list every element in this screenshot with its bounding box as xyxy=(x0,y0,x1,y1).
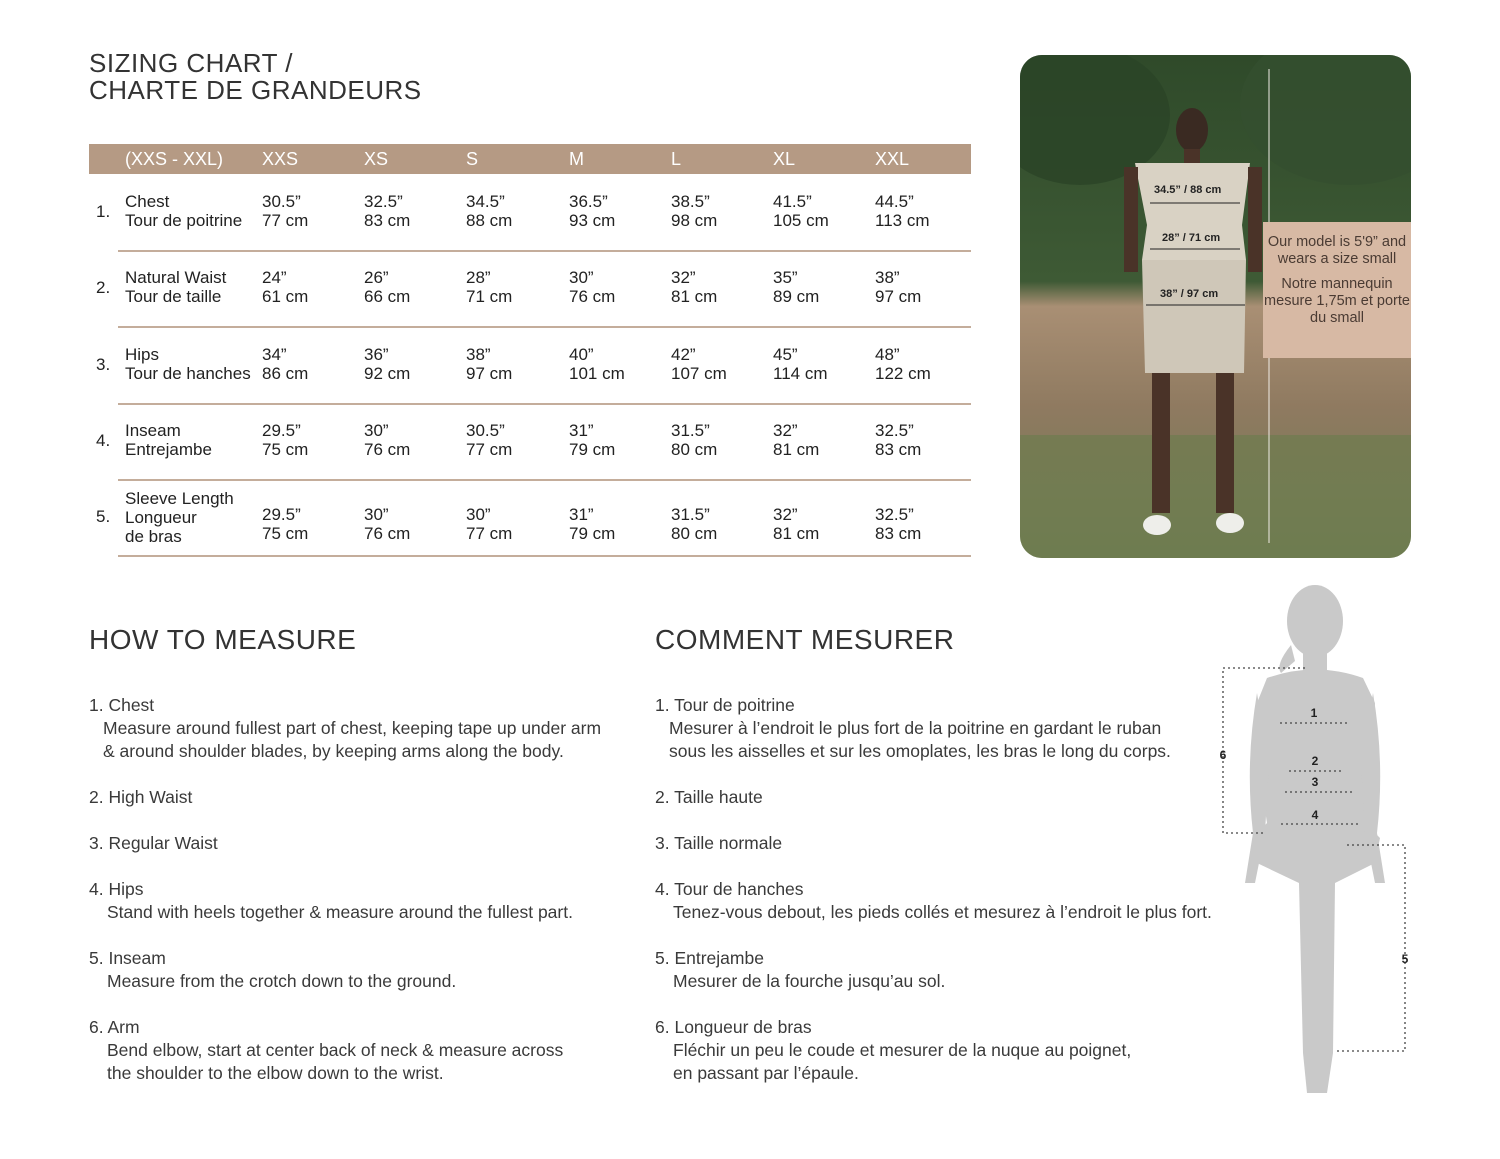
cell-inches: 29.5” xyxy=(262,505,301,524)
size-cell xyxy=(466,505,512,543)
step-heading: 2. Taille haute xyxy=(655,787,763,807)
step-heading: 6. Arm xyxy=(89,1017,140,1037)
cell-inches: 32.5” xyxy=(364,192,403,211)
figure-label-2: 2 xyxy=(1311,754,1319,768)
size-cell xyxy=(466,268,512,306)
size-cell xyxy=(875,421,921,459)
size-cell xyxy=(671,268,717,306)
header-size: XXL xyxy=(875,149,910,169)
cell-cm: 81 cm xyxy=(671,287,718,306)
row-label-label-fr: Longueur xyxy=(125,508,197,527)
size-cell xyxy=(364,505,410,543)
step-description: en passant par l’épaule. xyxy=(673,1063,859,1083)
row-number: 3. xyxy=(96,355,111,374)
size-cell xyxy=(875,345,931,383)
header-size: XS xyxy=(364,149,389,169)
cell-inches: 29.5” xyxy=(262,421,301,440)
step-description: Tenez-vous debout, les pieds collés et mesurez à l’endroit le plus fort. xyxy=(673,902,1212,922)
step-heading: 1. Chest xyxy=(89,695,155,715)
size-cell xyxy=(466,421,512,459)
cell-cm: 77 cm xyxy=(262,211,309,230)
cell-cm: 101 cm xyxy=(569,364,625,383)
measure-step xyxy=(89,832,218,855)
step-heading: 1. Tour de poitrine xyxy=(655,695,795,715)
cell-inches: 31.5” xyxy=(671,505,710,524)
size-cell xyxy=(773,505,819,543)
size-cell xyxy=(875,505,921,543)
size-cell xyxy=(875,192,930,230)
row-label xyxy=(125,489,234,546)
cell-inches: 32.5” xyxy=(875,421,914,440)
measure-step xyxy=(655,832,782,855)
cell-inches: 30” xyxy=(569,268,594,287)
size-cell xyxy=(262,268,308,306)
table-row xyxy=(89,405,971,481)
cell-cm: 81 cm xyxy=(773,524,820,543)
title-line-1: SIZING CHART / xyxy=(89,48,293,78)
size-cell xyxy=(262,345,308,383)
size-cell xyxy=(466,345,512,383)
cell-cm: 97 cm xyxy=(875,287,922,306)
row-label-label-fr: Entrejambe xyxy=(125,440,212,459)
cell-cm: 83 cm xyxy=(364,211,411,230)
chest-measure-tag: 34.5” / 88 cm xyxy=(1154,184,1222,196)
figure-label-6: 6 xyxy=(1219,748,1227,762)
step-description: Fléchir un peu le coude et mesurer de la nuque au poignet, xyxy=(673,1040,1132,1060)
size-cell xyxy=(466,192,512,230)
cell-inches: 30.5” xyxy=(466,421,505,440)
table-row xyxy=(89,481,971,557)
table-row xyxy=(89,329,971,405)
cell-inches: 34.5” xyxy=(466,192,505,211)
step-heading: 4. Hips xyxy=(89,879,144,899)
size-cell xyxy=(569,192,615,230)
step-description: Stand with heels together & measure around the fullest part. xyxy=(107,902,573,922)
figure-label-1: 1 xyxy=(1310,706,1318,720)
step-description: Bend elbow, start at center back of neck & measure across xyxy=(107,1040,564,1060)
row-number: 5. xyxy=(96,507,111,526)
cell-inches: 30.5” xyxy=(262,192,301,211)
measure-step xyxy=(89,1016,563,1085)
measure-step xyxy=(89,694,601,763)
page-title xyxy=(89,50,422,104)
size-cell xyxy=(262,192,308,230)
figure-label-4: 4 xyxy=(1311,808,1319,822)
cell-inches: 48” xyxy=(875,345,900,364)
row-divider xyxy=(118,326,971,328)
cell-inches: 40” xyxy=(569,345,594,364)
figure-label-5: 5 xyxy=(1401,952,1409,966)
cell-inches: 34” xyxy=(262,345,287,364)
cell-cm: 75 cm xyxy=(262,440,309,459)
measure-step xyxy=(655,694,1171,763)
waist-measure-tag: 28” / 71 cm xyxy=(1162,232,1221,244)
measure-step xyxy=(655,878,1212,924)
measure-step xyxy=(655,947,945,993)
size-cell xyxy=(671,345,727,383)
step-description: Mesurer de la fourche jusqu’au sol. xyxy=(673,971,946,991)
row-label-label-fr: Tour de taille xyxy=(125,287,222,306)
cell-cm: 107 cm xyxy=(671,364,727,383)
row-label-label-fr2: de bras xyxy=(125,527,182,546)
step-heading: 6. Longueur de bras xyxy=(655,1017,812,1037)
size-cell xyxy=(569,268,615,306)
measure-step xyxy=(89,947,456,993)
hips-measure-tag: 38” / 97 cm xyxy=(1160,288,1219,300)
step-heading: 3. Taille normale xyxy=(655,833,783,853)
step-heading: 3. Regular Waist xyxy=(89,833,218,853)
measure-step xyxy=(655,1016,1131,1085)
row-label-label-fr: Tour de poitrine xyxy=(125,211,243,230)
cell-inches: 30” xyxy=(466,505,491,524)
cell-cm: 83 cm xyxy=(875,440,922,459)
step-description: & around shoulder blades, by keeping arms along the body. xyxy=(103,741,564,761)
step-description: the shoulder to the elbow down to the wrist. xyxy=(107,1063,444,1083)
cell-cm: 76 cm xyxy=(364,440,411,459)
size-cell xyxy=(569,421,615,459)
size-cell xyxy=(364,268,410,306)
cell-cm: 76 cm xyxy=(569,287,616,306)
header-size: S xyxy=(466,149,479,169)
size-cell xyxy=(773,345,828,383)
cell-inches: 38” xyxy=(466,345,491,364)
measure-step xyxy=(89,786,192,809)
size-cell xyxy=(569,345,625,383)
cell-inches: 32” xyxy=(773,505,798,524)
cell-cm: 97 cm xyxy=(466,364,513,383)
cell-cm: 113 cm xyxy=(875,211,930,230)
cell-inches: 31” xyxy=(569,505,594,524)
cell-cm: 80 cm xyxy=(671,524,718,543)
header-size-range: (XXS - XXL) xyxy=(125,149,224,169)
how-to-measure-heading: HOW TO MEASURE xyxy=(89,624,357,655)
row-label-label-en: Sleeve Length xyxy=(125,489,234,508)
cell-inches: 31.5” xyxy=(671,421,710,440)
cell-cm: 66 cm xyxy=(364,287,411,306)
row-number: 1. xyxy=(96,202,111,221)
step-description: Measure around fullest part of chest, keeping tape up under arm xyxy=(103,718,602,738)
model-size-note xyxy=(1263,222,1411,358)
cell-cm: 105 cm xyxy=(773,211,829,230)
cell-cm: 76 cm xyxy=(364,524,411,543)
cell-inches: 35” xyxy=(773,268,798,287)
row-label-label-fr: Tour de hanches xyxy=(125,364,251,383)
cell-inches: 30” xyxy=(364,505,389,524)
size-cell xyxy=(364,192,410,230)
step-heading: 2. High Waist xyxy=(89,787,193,807)
size-cell xyxy=(671,505,717,543)
cell-cm: 79 cm xyxy=(569,440,616,459)
cell-inches: 38.5” xyxy=(671,192,710,211)
header-size: L xyxy=(671,149,682,169)
cell-cm: 92 cm xyxy=(364,364,411,383)
cell-inches: 44.5” xyxy=(875,192,914,211)
size-cell xyxy=(671,421,717,459)
cell-cm: 75 cm xyxy=(262,524,309,543)
cell-cm: 114 cm xyxy=(773,364,828,383)
cell-inches: 32” xyxy=(671,268,696,287)
cell-cm: 80 cm xyxy=(671,440,718,459)
cell-cm: 122 cm xyxy=(875,364,931,383)
figure-label-3: 3 xyxy=(1311,775,1319,789)
size-cell xyxy=(773,192,829,230)
cell-inches: 28” xyxy=(466,268,491,287)
measure-step xyxy=(89,878,573,924)
cell-inches: 42” xyxy=(671,345,696,364)
cell-cm: 86 cm xyxy=(262,364,309,383)
header-size: XL xyxy=(773,149,796,169)
body-silhouette xyxy=(1215,583,1415,1108)
cell-cm: 77 cm xyxy=(466,524,513,543)
step-description: sous les aisselles et sur les omoplates, les bras le long du corps. xyxy=(669,741,1171,761)
size-cell xyxy=(569,505,615,543)
model-note-fr: Notre mannequin mesure 1,75m et porte du small xyxy=(1264,276,1410,326)
size-cell xyxy=(364,421,410,459)
step-description: Measure from the crotch down to the ground. xyxy=(107,971,457,991)
cell-inches: 36” xyxy=(364,345,389,364)
row-label xyxy=(125,421,212,459)
header-size: M xyxy=(569,149,584,169)
cell-inches: 36.5” xyxy=(569,192,608,211)
cell-inches: 26” xyxy=(364,268,389,287)
cell-inches: 32.5” xyxy=(875,505,914,524)
cell-cm: 89 cm xyxy=(773,287,820,306)
step-description: Mesurer à l’endroit le plus fort de la poitrine en gardant le ruban xyxy=(669,718,1162,738)
cell-cm: 61 cm xyxy=(262,287,309,306)
model-note-en: Our model is 5'9” and wears a size small xyxy=(1267,234,1407,267)
header-size: XXS xyxy=(262,149,299,169)
step-heading: 5. Entrejambe xyxy=(655,948,764,968)
size-cell xyxy=(773,421,819,459)
body-silhouette-figure xyxy=(1215,583,1415,1108)
row-label-label-en: Inseam xyxy=(125,421,181,440)
cell-cm: 83 cm xyxy=(875,524,922,543)
cell-cm: 77 cm xyxy=(466,440,513,459)
cell-inches: 32” xyxy=(773,421,798,440)
cell-cm: 71 cm xyxy=(466,287,513,306)
comment-mesurer-heading: COMMENT MESURER xyxy=(655,624,955,655)
step-heading: 4. Tour de hanches xyxy=(655,879,804,899)
row-number: 2. xyxy=(96,278,111,297)
row-label xyxy=(125,268,226,306)
cell-inches: 31” xyxy=(569,421,594,440)
row-label-label-en: Natural Waist xyxy=(125,268,227,287)
row-label-label-en: Hips xyxy=(125,345,160,364)
size-cell xyxy=(875,268,921,306)
row-label xyxy=(125,192,242,230)
size-cell xyxy=(262,505,308,543)
size-cell xyxy=(262,421,308,459)
cell-inches: 30” xyxy=(364,421,389,440)
row-divider xyxy=(118,555,971,557)
cell-cm: 79 cm xyxy=(569,524,616,543)
cell-cm: 93 cm xyxy=(569,211,616,230)
measure-step xyxy=(655,786,763,809)
table-header xyxy=(89,144,971,174)
row-label-label-en: Chest xyxy=(125,192,170,211)
cell-cm: 98 cm xyxy=(671,211,718,230)
sizing-table xyxy=(89,144,971,546)
size-cell xyxy=(773,268,819,306)
size-cell xyxy=(364,345,410,383)
table-row xyxy=(89,252,971,328)
table-row xyxy=(89,176,971,252)
cell-cm: 81 cm xyxy=(773,440,820,459)
step-heading: 5. Inseam xyxy=(89,948,166,968)
cell-inches: 38” xyxy=(875,268,900,287)
cell-cm: 88 cm xyxy=(466,211,513,230)
row-label xyxy=(125,345,251,383)
title-line-2: CHARTE DE GRANDEURS xyxy=(89,75,422,105)
cell-inches: 24” xyxy=(262,268,287,287)
cell-inches: 45” xyxy=(773,345,798,364)
size-cell xyxy=(671,192,717,230)
cell-inches: 41.5” xyxy=(773,192,812,211)
row-number: 4. xyxy=(96,431,111,450)
